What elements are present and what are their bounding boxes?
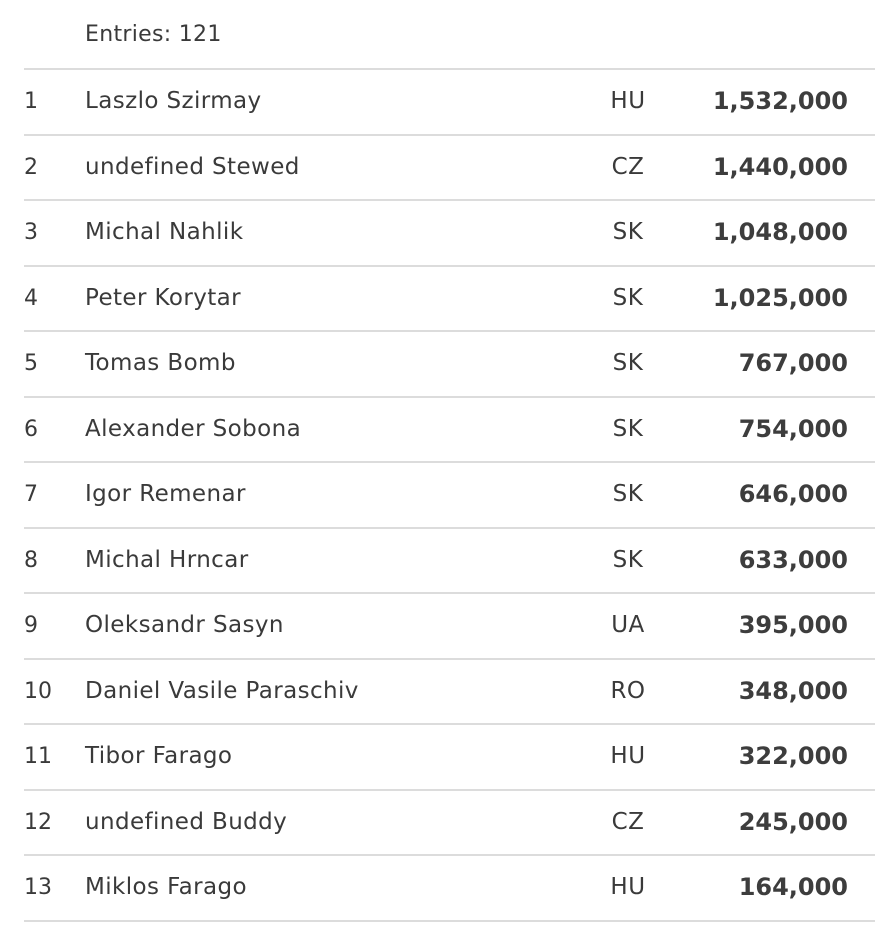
table-row [24, 725, 875, 791]
chip-count: 767,000 [738, 349, 848, 377]
player-name: Tibor Farago [85, 743, 233, 769]
table-row [24, 660, 875, 726]
chip-count: 1,440,000 [712, 152, 848, 181]
entries-count: Entries: 121 [85, 22, 222, 47]
player-name: Michal Nahlik [85, 219, 244, 245]
player-name: undefined Buddy [85, 808, 288, 835]
country-code: CZ [611, 808, 645, 835]
chip-count: 1,532,000 [712, 87, 848, 115]
table-row [24, 856, 875, 922]
player-name: Oleksandr Sasyn [85, 612, 284, 638]
table-row [24, 267, 875, 333]
rank-cell: 8 [24, 547, 38, 573]
rank-cell: 7 [24, 482, 38, 507]
country-code: SK [612, 284, 644, 311]
country-code: SK [612, 415, 644, 442]
rank-cell: 12 [24, 809, 52, 835]
rank-cell: 2 [24, 154, 38, 180]
rank-cell: 13 [24, 875, 52, 900]
country-code: SK [612, 350, 644, 376]
player-name: Laszlo Szirmay [85, 88, 262, 114]
chip-count: 164,000 [738, 873, 848, 901]
table-row [24, 201, 875, 267]
rank-cell: 5 [24, 351, 38, 376]
player-name: Daniel Vasile Paraschiv [85, 677, 359, 704]
country-code: CZ [611, 153, 645, 180]
chip-count: 395,000 [738, 611, 848, 639]
player-name: Miklos Farago [85, 874, 247, 900]
rank-cell: 1 [24, 89, 38, 114]
table-row [24, 70, 875, 136]
country-code: HU [610, 88, 646, 114]
country-code: UA [611, 612, 645, 638]
chip-count: 646,000 [738, 480, 848, 508]
rank-cell: 10 [24, 678, 52, 704]
player-name: Igor Remenar [85, 481, 246, 507]
chip-count: 1,025,000 [712, 283, 848, 312]
player-name: Michal Hrncar [85, 546, 249, 573]
player-name: Tomas Bomb [85, 350, 236, 376]
chip-count: 348,000 [738, 676, 848, 705]
chip-counts-table [24, 68, 875, 922]
table-row [24, 332, 875, 398]
table-row [24, 594, 875, 660]
rank-cell: 3 [24, 220, 38, 245]
chip-count: 633,000 [738, 545, 848, 574]
player-name: Alexander Sobona [85, 415, 302, 442]
table-row [24, 463, 875, 529]
chip-count: 245,000 [738, 807, 848, 836]
country-code: RO [610, 677, 646, 704]
player-name: undefined Stewed [85, 153, 300, 180]
country-code: HU [610, 743, 646, 769]
country-code: HU [610, 874, 646, 900]
country-code: SK [612, 219, 644, 245]
chip-count: 322,000 [738, 742, 848, 770]
table-row [24, 398, 875, 464]
rank-cell: 6 [24, 416, 38, 442]
table-row [24, 529, 875, 595]
rank-cell: 11 [24, 744, 52, 769]
chip-count: 1,048,000 [712, 218, 848, 246]
table-row [24, 791, 875, 857]
rank-cell: 4 [24, 285, 38, 311]
table-row [24, 136, 875, 202]
rank-cell: 9 [24, 613, 38, 638]
player-name: Peter Korytar [85, 284, 241, 311]
country-code: SK [612, 481, 644, 507]
country-code: SK [612, 546, 644, 573]
chip-count: 754,000 [738, 414, 848, 443]
